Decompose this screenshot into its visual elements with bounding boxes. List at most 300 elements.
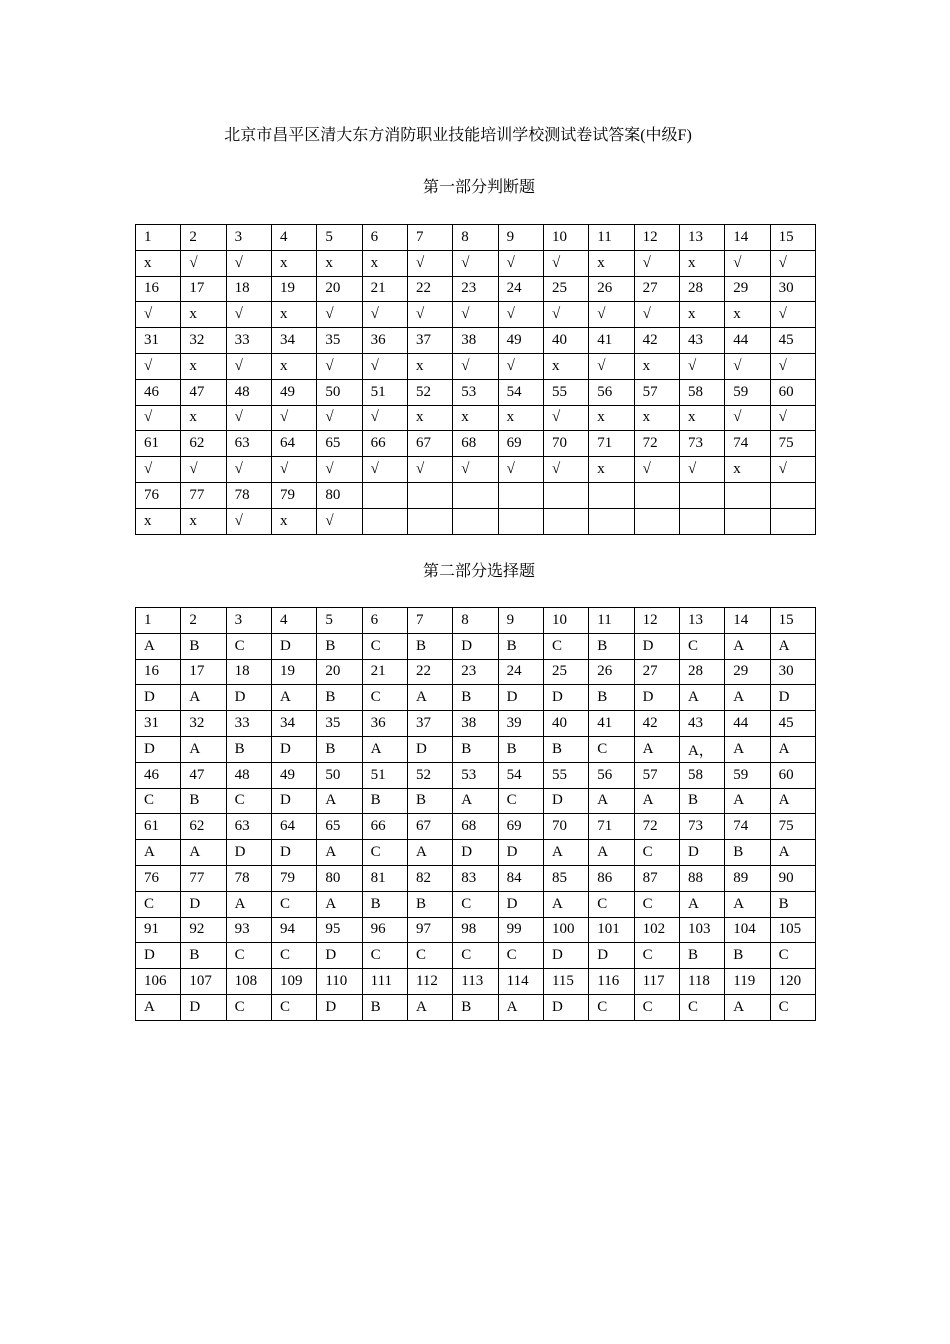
question-number-cell: 74 [725,431,770,457]
question-number-cell: 19 [271,659,316,685]
answer-cell: D [271,788,316,814]
question-number-cell: 103 [679,917,724,943]
question-number-cell: 31 [136,711,181,737]
answer-cell: x [317,250,362,276]
answer-cell: A [725,736,770,762]
answer-cell: x [453,405,498,431]
answer-cell: √ [407,457,452,483]
question-number-row [136,659,816,685]
answer-cell: x [679,302,724,328]
question-number-cell: 27 [634,659,679,685]
answer-cell: D [679,840,724,866]
answer-cell [407,508,452,534]
answer-cell: C [543,633,588,659]
answer-cell: C [362,685,407,711]
question-number-cell: 29 [725,659,770,685]
question-number-row [136,276,816,302]
answer-cell: √ [226,508,271,534]
question-number-cell: 12 [634,608,679,634]
answer-cell: B [317,736,362,762]
answer-cell: D [226,840,271,866]
answer-cell: B [770,891,815,917]
answer-cell: B [679,943,724,969]
question-number-cell: 44 [725,328,770,354]
question-number-row [136,762,816,788]
answer-cell: D [181,994,226,1020]
answer-cell: C [226,633,271,659]
answer-cell: A [770,788,815,814]
question-number-cell: 79 [271,482,316,508]
question-number-cell [362,482,407,508]
question-number-cell: 77 [181,865,226,891]
question-number-cell: 116 [589,969,634,995]
answer-cell: A [317,891,362,917]
question-number-cell: 38 [453,328,498,354]
question-number-cell: 49 [271,379,316,405]
question-number-cell: 71 [589,431,634,457]
answer-cell: C [136,788,181,814]
answer-row [136,633,816,659]
question-number-cell: 60 [770,762,815,788]
answer-cell: √ [362,353,407,379]
answer-cell: √ [498,457,543,483]
question-number-cell: 6 [362,225,407,251]
question-number-cell: 43 [679,328,724,354]
answer-cell: √ [498,353,543,379]
answer-cell: √ [498,250,543,276]
answer-cell: A [362,736,407,762]
question-number-cell: 28 [679,276,724,302]
question-number-row [136,711,816,737]
question-number-cell: 5 [317,608,362,634]
question-number-cell: 34 [271,711,316,737]
answer-cell: √ [362,302,407,328]
question-number-cell: 42 [634,328,679,354]
question-number-cell: 37 [407,711,452,737]
answer-cell: x [589,405,634,431]
answer-cell: C [453,943,498,969]
answer-cell: √ [770,457,815,483]
question-number-cell: 45 [770,328,815,354]
answer-cell: √ [317,508,362,534]
question-number-cell: 2 [181,608,226,634]
answer-cell: B [453,685,498,711]
answer-cell: D [453,633,498,659]
answer-cell: D [136,943,181,969]
answer-cell: D [271,736,316,762]
answer-cell: D [770,685,815,711]
answer-cell: A [679,891,724,917]
answer-cell: B [362,994,407,1020]
answer-cell: B [317,685,362,711]
answer-cell: A [770,840,815,866]
question-number-cell: 15 [770,225,815,251]
answer-cell: A [407,685,452,711]
question-number-cell: 114 [498,969,543,995]
answer-cell: D [136,736,181,762]
answer-row [136,840,816,866]
answer-cell: C [498,943,543,969]
question-number-cell [725,482,770,508]
answer-cell [589,508,634,534]
question-number-cell: 94 [271,917,316,943]
question-number-cell: 70 [543,814,588,840]
question-number-cell: 111 [362,969,407,995]
question-number-cell: 3 [226,608,271,634]
question-number-cell: 17 [181,276,226,302]
question-number-cell: 63 [226,814,271,840]
question-number-cell: 118 [679,969,724,995]
answer-cell: x [407,405,452,431]
answer-cell: x [181,405,226,431]
question-number-cell: 27 [634,276,679,302]
question-number-cell: 60 [770,379,815,405]
answer-cell: A [543,840,588,866]
answer-cell: C [362,633,407,659]
question-number-cell: 69 [498,814,543,840]
question-number-cell: 44 [725,711,770,737]
answer-cell: √ [226,457,271,483]
answer-cell: √ [136,302,181,328]
question-number-cell: 91 [136,917,181,943]
answer-cell: D [407,736,452,762]
question-number-cell: 69 [498,431,543,457]
answer-cell: C [226,788,271,814]
question-number-row [136,431,816,457]
answer-cell: √ [181,457,226,483]
answer-cell: C [271,943,316,969]
answer-cell: B [679,788,724,814]
question-number-cell [453,482,498,508]
question-number-cell: 56 [589,379,634,405]
answer-cell: x [362,250,407,276]
question-number-cell [634,482,679,508]
answer-cell: B [589,685,634,711]
question-number-cell: 97 [407,917,452,943]
part2-heading: 第二部分选择题 [422,563,535,580]
answer-cell: A [136,633,181,659]
question-number-cell: 40 [543,328,588,354]
question-number-cell: 81 [362,865,407,891]
question-number-cell: 51 [362,379,407,405]
question-number-cell: 6 [362,608,407,634]
question-number-cell: 15 [770,608,815,634]
answer-cell: D [543,943,588,969]
answer-cell: D [498,685,543,711]
question-number-cell: 62 [181,431,226,457]
answer-cell: C [770,994,815,1020]
question-number-cell: 115 [543,969,588,995]
question-number-cell: 17 [181,659,226,685]
answer-cell [634,508,679,534]
question-number-row [136,917,816,943]
answer-cell: A [725,891,770,917]
answer-cell: x [634,405,679,431]
question-number-cell: 50 [317,379,362,405]
answer-cell: √ [725,405,770,431]
question-number-cell: 20 [317,659,362,685]
answer-cell: B [498,736,543,762]
answer-cell: A [136,994,181,1020]
question-number-cell: 29 [725,276,770,302]
question-number-cell: 73 [679,431,724,457]
answer-cell: √ [725,353,770,379]
question-number-row [136,328,816,354]
question-number-cell: 89 [725,865,770,891]
answer-cell: x [679,250,724,276]
question-number-cell: 7 [407,608,452,634]
question-number-cell: 79 [271,865,316,891]
answer-row [136,508,816,534]
question-number-cell: 109 [271,969,316,995]
question-number-cell: 104 [725,917,770,943]
true-false-answer-table [135,224,816,535]
answer-cell: √ [226,302,271,328]
question-number-cell: 100 [543,917,588,943]
answer-cell: √ [543,405,588,431]
question-number-cell: 16 [136,276,181,302]
question-number-cell: 22 [407,276,452,302]
question-number-cell: 58 [679,379,724,405]
answer-cell: B [725,840,770,866]
question-number-cell: 10 [543,608,588,634]
question-number-cell: 50 [317,762,362,788]
question-number-row [136,969,816,995]
question-number-cell: 8 [453,225,498,251]
answer-cell: √ [453,353,498,379]
answer-cell: C [226,994,271,1020]
answer-cell: B [543,736,588,762]
question-number-cell: 13 [679,608,724,634]
answer-cell: √ [679,353,724,379]
answer-cell: C [770,943,815,969]
answer-cell [543,508,588,534]
question-number-cell: 110 [317,969,362,995]
answer-cell: C [226,943,271,969]
answer-cell: A [181,685,226,711]
question-number-cell: 24 [498,276,543,302]
question-number-cell: 65 [317,431,362,457]
question-number-cell: 25 [543,659,588,685]
answer-cell [498,508,543,534]
question-number-cell: 64 [271,431,316,457]
question-number-cell: 93 [226,917,271,943]
question-number-cell: 57 [634,762,679,788]
answer-row [136,736,816,762]
question-number-cell: 20 [317,276,362,302]
question-number-cell: 90 [770,865,815,891]
question-number-cell: 47 [181,379,226,405]
question-number-cell: 86 [589,865,634,891]
answer-cell: D [543,788,588,814]
answer-cell: D [543,994,588,1020]
answer-cell: √ [362,405,407,431]
question-number-cell: 28 [679,659,724,685]
answer-cell: x [271,302,316,328]
answer-cell: A [226,891,271,917]
question-number-cell [679,482,724,508]
answer-cell: C [589,994,634,1020]
question-number-cell: 107 [181,969,226,995]
question-number-cell: 84 [498,865,543,891]
answer-cell: C [634,943,679,969]
question-number-cell: 1 [136,608,181,634]
question-number-cell: 75 [770,431,815,457]
question-number-cell: 95 [317,917,362,943]
question-number-cell: 35 [317,328,362,354]
question-number-cell: 101 [589,917,634,943]
question-number-cell: 98 [453,917,498,943]
answer-cell: A [725,633,770,659]
question-number-cell: 70 [543,431,588,457]
answer-cell: C [453,891,498,917]
answer-cell: √ [453,302,498,328]
question-number-cell: 24 [498,659,543,685]
multiple-choice-answer-table [135,607,816,1021]
question-number-row [136,814,816,840]
answer-cell: x [136,508,181,534]
question-number-cell: 92 [181,917,226,943]
answer-cell: B [407,633,452,659]
question-number-cell: 35 [317,711,362,737]
answer-cell: x [725,457,770,483]
answer-cell: C [362,840,407,866]
question-number-cell: 76 [136,482,181,508]
answer-cell: A [543,891,588,917]
answer-cell: A [181,736,226,762]
question-number-cell: 106 [136,969,181,995]
answer-cell: √ [317,353,362,379]
question-number-cell: 14 [725,225,770,251]
answer-cell: √ [181,250,226,276]
answer-cell: √ [543,250,588,276]
answer-cell: x [181,302,226,328]
question-number-cell: 36 [362,328,407,354]
question-number-cell: 67 [407,431,452,457]
question-number-cell: 62 [181,814,226,840]
page-title: 北京市昌平区清大东方消防职业技能培训学校测试卷试答案(中级F) [224,127,692,144]
question-number-cell: 46 [136,762,181,788]
answer-cell: D [543,685,588,711]
answer-cell: √ [136,457,181,483]
answer-cell: √ [317,457,362,483]
answer-cell: A [407,994,452,1020]
answer-cell: √ [407,302,452,328]
question-number-cell: 48 [226,762,271,788]
answer-cell: C [498,788,543,814]
question-number-cell: 85 [543,865,588,891]
question-number-cell: 61 [136,431,181,457]
answer-cell [362,508,407,534]
question-number-cell [589,482,634,508]
question-number-cell: 42 [634,711,679,737]
answer-cell: A [589,840,634,866]
answer-cell: x [589,250,634,276]
question-number-cell: 72 [634,814,679,840]
answer-cell: C [679,994,724,1020]
question-number-cell: 64 [271,814,316,840]
answer-cell: A [679,685,724,711]
answer-cell: A [634,788,679,814]
question-number-cell: 32 [181,711,226,737]
answer-cell: A [725,994,770,1020]
answer-cell: C [589,736,634,762]
answer-cell: A [136,840,181,866]
answer-row [136,353,816,379]
answer-row [136,943,816,969]
answer-cell: B [226,736,271,762]
question-number-cell: 22 [407,659,452,685]
question-number-cell: 36 [362,711,407,737]
question-number-row [136,865,816,891]
answer-cell: B [407,891,452,917]
answer-cell: √ [725,250,770,276]
question-number-cell: 77 [181,482,226,508]
question-number-row [136,379,816,405]
answer-cell [453,508,498,534]
question-number-cell: 68 [453,431,498,457]
answer-cell: A [407,840,452,866]
answer-cell: D [226,685,271,711]
answer-cell: C [634,840,679,866]
question-number-cell: 4 [271,608,316,634]
answer-cell: C [136,891,181,917]
question-number-cell: 99 [498,917,543,943]
answer-cell: B [317,633,362,659]
answer-cell: A [317,788,362,814]
question-number-cell: 18 [226,659,271,685]
answer-cell: C [634,891,679,917]
question-number-cell: 26 [589,659,634,685]
question-number-cell: 1 [136,225,181,251]
question-number-cell: 43 [679,711,724,737]
question-number-cell: 5 [317,225,362,251]
question-number-cell [498,482,543,508]
question-number-cell: 37 [407,328,452,354]
answer-cell: B [453,736,498,762]
answer-cell: D [498,840,543,866]
answer-cell: A [589,788,634,814]
answer-cell: C [679,633,724,659]
question-number-cell: 88 [679,865,724,891]
answer-cell: √ [634,250,679,276]
answer-cell: A [453,788,498,814]
question-number-cell: 21 [362,276,407,302]
question-number-cell [770,482,815,508]
question-number-cell: 78 [226,482,271,508]
part1-heading: 第一部分判断题 [422,179,535,196]
answer-cell: x [271,508,316,534]
answer-cell: B [589,633,634,659]
question-number-cell: 49 [498,328,543,354]
question-number-cell: 4 [271,225,316,251]
question-number-cell: 112 [407,969,452,995]
answer-cell: B [181,633,226,659]
answer-cell: A [498,994,543,1020]
question-number-cell: 33 [226,328,271,354]
question-number-cell: 68 [453,814,498,840]
answer-cell: D [589,943,634,969]
answer-cell: D [634,633,679,659]
question-number-cell: 83 [453,865,498,891]
question-number-cell: 66 [362,814,407,840]
question-number-cell: 10 [543,225,588,251]
question-number-cell: 19 [271,276,316,302]
question-number-cell: 46 [136,379,181,405]
answer-cell: D [271,633,316,659]
question-number-cell: 76 [136,865,181,891]
question-number-cell: 63 [226,431,271,457]
